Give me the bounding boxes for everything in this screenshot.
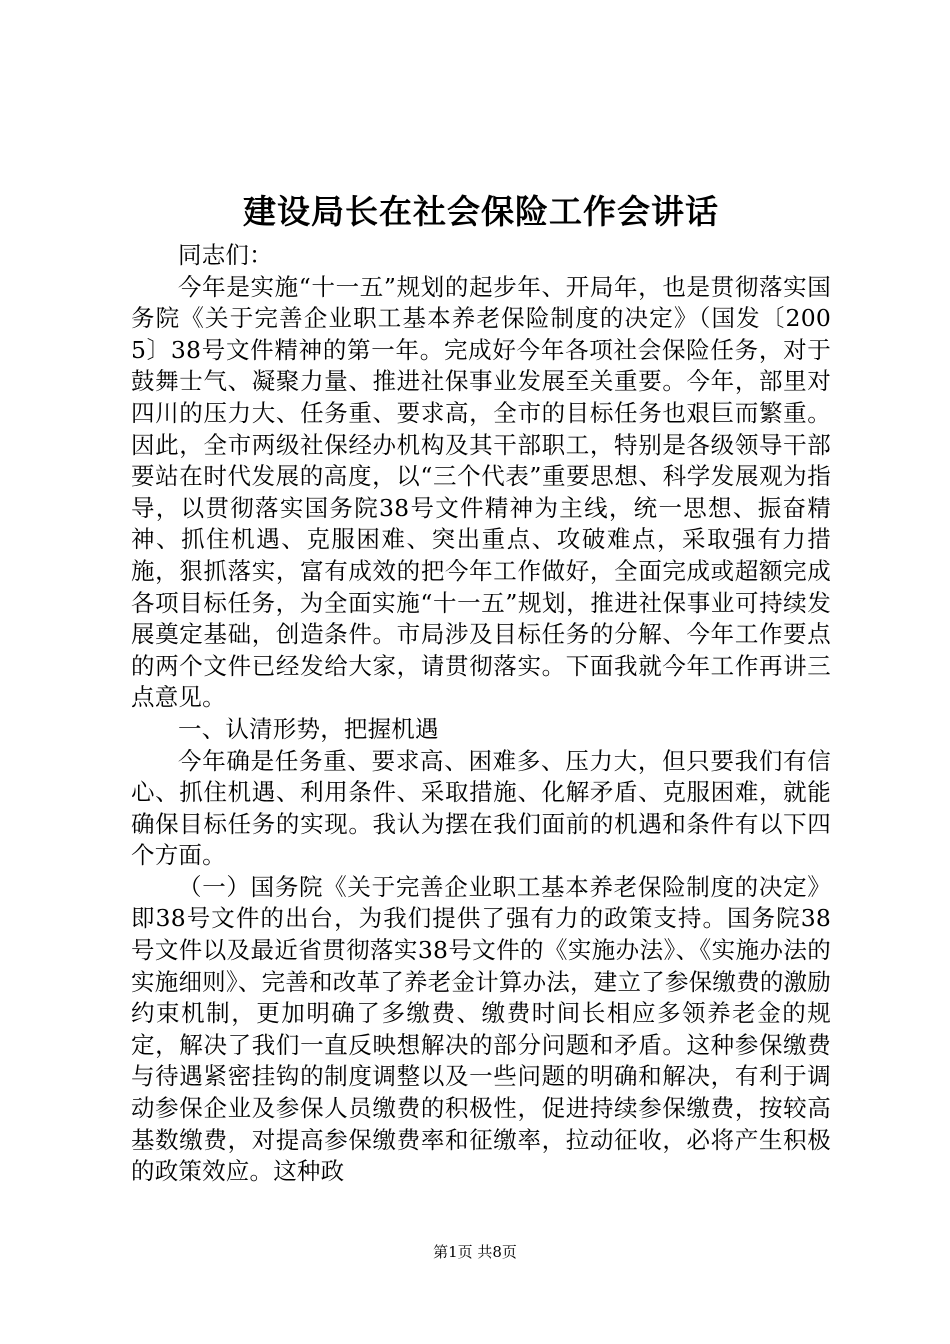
salutation-paragraph: 同志们： <box>178 241 273 269</box>
body-paragraph: （一）国务院《关于完善企业职工基本养老保险制度的决定》即38号文件的出台，为我们提供了强有力的政策支持。国务院38号文件以及最近省贯彻落实38号文件的《实施办法》、《实施办法的实施细则》、完善和改革了养老金计算办法，建立了参保缴费的激励约束机制，更加明确了多缴费、缴费时间长相应多领养老金的规定，解决了我们一直反映想解决的部分问题和矛盾。这种参保缴费与待遇紧密挂钩的制度调整以及一些问题的明确和解决，有利于调动参保企业及参保人员缴费的积极性，促进持续参保缴费，按较高基数缴费，对提高参保缴费率和征缴率，拉动征收，必将产生积极的政策效应。这种政 <box>131 872 831 1186</box>
section-heading: 一、认清形势，把握机遇 <box>178 714 439 743</box>
page-number-footer: 第1页 共8页 <box>433 1243 517 1261</box>
document-title: 建设局长在社会保险工作会讲话 <box>243 192 719 231</box>
intro-paragraph: 今年是实施“十一五”规划的起步年、开局年，也是贯彻落实国务院《关于完善企业职工基本养老保险制度的决定》（国发〔2005〕38号文件精神的第一年。完成好今年各项社会保险任务，对于鼓舞士气、凝聚力量、推进社保事业发展至关重要。今年，部里对四川的压力大、任务重、要求高，全市的目标任务也艰巨而繁重。因此，全市两级社保经办机构及其干部职工，特别是各级领导干部要站在时代发展的高度，以“三个代表”重要思想、科学发展观为指导，以贯彻落实国务院38号文件精神为主线，统一思想、振奋精神、抓住机遇、克服困难、突出重点、攻破难点，采取强有力措施，狠抓落实，富有成效的把今年工作做好，全面完成或超额完成各项目标任务，为全面实施“十一五”规划，推进社保事业可持续发展奠定基础，创造条件。市局涉及目标任务的分解、今年工作要点的两个文件已经发给大家，请贯彻落实。下面我就今年工作再讲三点意见。 <box>131 272 831 712</box>
body-paragraph: 今年确是任务重、要求高、困难多、压力大，但只要我们有信心、抓住机遇、利用条件、采取措施、化解矛盾、克服困难，就能确保目标任务的实现。我认为摆在我们面前的机遇和条件有以下四个方面。 <box>131 746 831 870</box>
document-body <box>131 188 831 1188</box>
